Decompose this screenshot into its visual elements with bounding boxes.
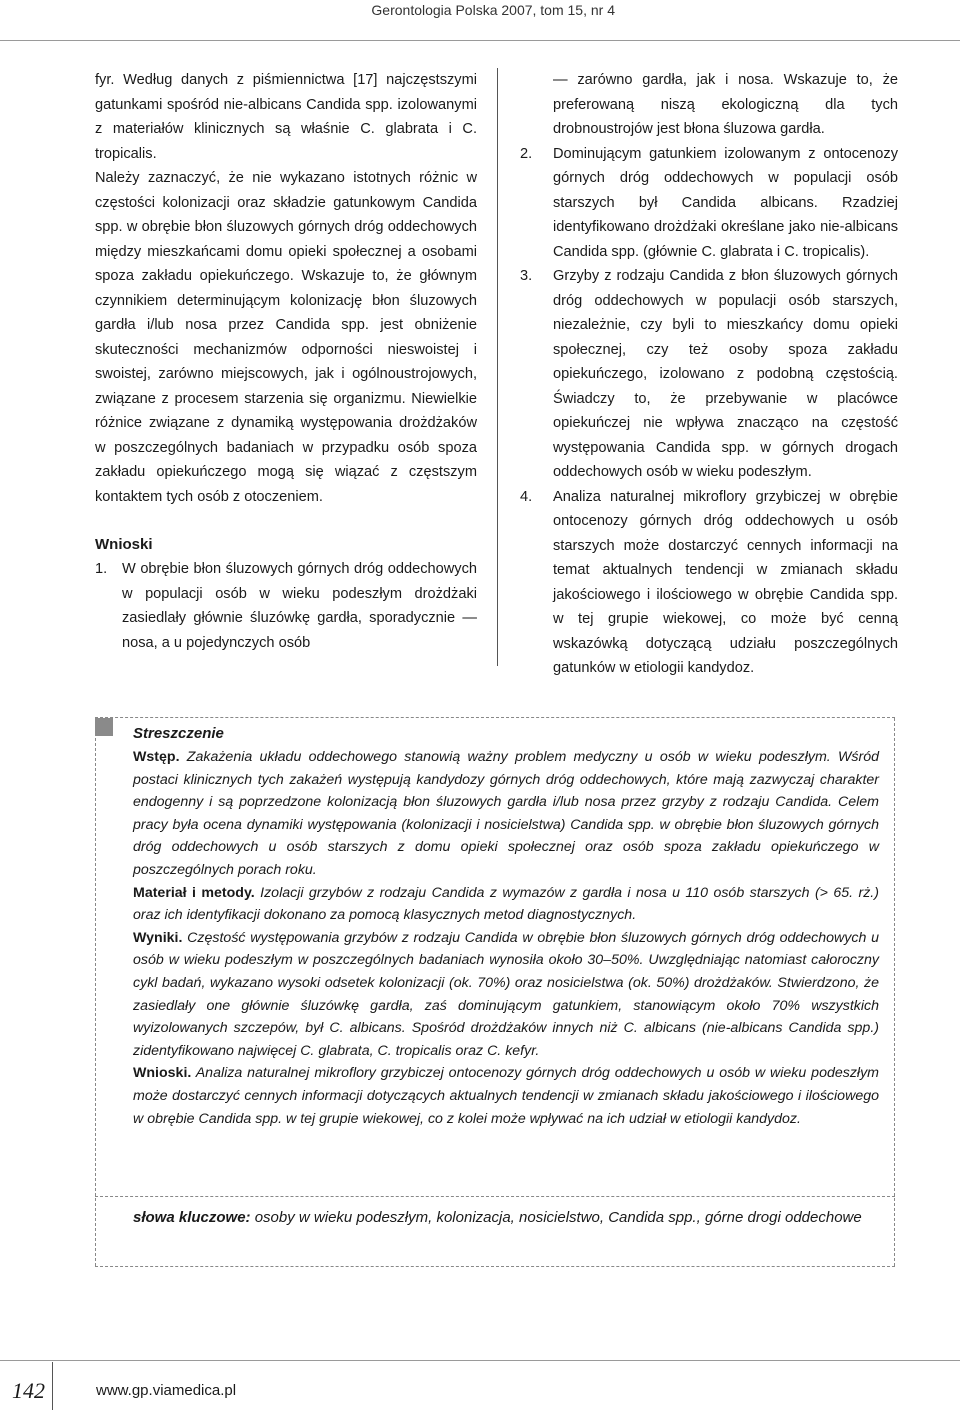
abstract-text: Izolacji grzybów z rodzaju Candida z wymazów z gardła i nosa u 110 osób starszych (> 65. rż.) oraz ich identyfikacji dokonano za pomocą klasycznych metod diagnostycznych. (133, 884, 879, 924)
conclusion-item (95, 557, 477, 655)
abstract-results (133, 927, 879, 1063)
keywords (133, 1206, 879, 1230)
left-column (95, 68, 477, 655)
conclusion-item (520, 264, 898, 485)
abstract-title: Streszczenie (133, 725, 224, 742)
conclusion-number: 4. (520, 488, 533, 505)
conclusion-number: 3. (520, 268, 533, 284)
abstract-label: Wstęp. (133, 749, 180, 765)
abstract-intro (133, 746, 879, 882)
conclusions-list (520, 142, 898, 681)
right-column (520, 68, 898, 681)
keywords-label: słowa kluczowe: (133, 1209, 251, 1226)
abstract-divider (95, 1196, 895, 1197)
page-number: 142 (12, 1378, 45, 1403)
website-link[interactable]: www.gp.viamedica.pl (96, 1382, 237, 1399)
abstract-content (133, 722, 879, 1130)
abstract-box (95, 717, 895, 1267)
abstract-text: Zakażenia układu oddechowego stanowią ważny problem medyczny u osób w wieku podeszłym. Wśród postaci klinicznych tych zakażeń występują kandydozy górnych dróg oddechowych, które mają zazwyczaj charakter endogenny i są poprzedzone kolonizacją błon śluzowych gardła i/lub nosa przez grzyby z rodzaju Candida. Celem pracy była ocena dynamiki występowania (kolonizacji i nosicielstwa) Candida spp. w obrębie błon śluzowych górnych dróg oddechowych u osób starszych z domu opieki społecznej oraz osób spoza zakładu opiekuńczego w poszczególnych porach roku. (133, 749, 879, 878)
keywords-value: osoby w wieku podeszłym, kolonizacja, nosicielstwo, Candida spp., górne drogi oddechowe (254, 1209, 862, 1226)
abstract-text: Częstość występowania grzybów z rodzaju Candida w obrębie błon śluzowych górnych dróg oddechowych u osób w wieku podeszłym w poszczególnych badaniach wynosiła około 30–50%. Uwzględniając natomiast całoroczny cykl badań, wykazano wysoki odsetek kolonizacji (ok. 70%) oraz nosicielstwa (ok. 50%) drożdżaków. Stwierdzono, że zasiedlały one głównie śluzówkę gardła, zaś dominującym gatunkiem, stanowiącym około 70% wszystkich wyizolowanych szczepów, był C. albicans. Spośród drożdżaków innych niż C. albicans (nie-albicans Candida spp.) zidentyfikowano najwięcej C. glabrata, C. tropicalis oraz C. kefyr. (133, 929, 879, 1059)
conclusion-text: Analiza naturalnej mikroflory grzybiczej w obrębie ontocenozy górnych dróg oddechowych u osób starszych może dostarczyć cennych informacji na temat aktualnych tendencji w zmianach składu jakościowego i ilościowego w obrębie Candida spp. w tej grupie wiekowej, co może być cenną wskazówką dotyczącą udziału poszczególnych gatunków w etiologii kandydoz. (553, 488, 898, 676)
conclusion-continuation: — zarówno gardła, jak i nosa. Wskazuje to, że preferowaną niszą ekologiczną dla tych drobnoustrojów jest błona śluzowa gardła. (553, 72, 898, 137)
section-heading-conclusions: Wnioski (95, 536, 153, 553)
footer-separator (52, 1362, 53, 1410)
abstract-text: Analiza naturalnej mikroflory grzybiczej ontocenozy górnych dróg oddechowych u osób w wieku podeszłym może dostarczyć cennych informacji dotyczących aktualnych tendencji w zmianach składu jakościowego i ilościowego w obrębie Candida spp. w tej grupie wiekowej, co z kolei może wpływać na ich udział w etiologii kandydoz. (133, 1065, 879, 1127)
conclusion-item (520, 485, 898, 681)
abstract-label: Wyniki. (133, 929, 183, 946)
column-divider (497, 68, 498, 666)
abstract-methods (133, 882, 879, 927)
conclusion-text: Grzyby z rodzaju Candida z błon śluzowych górnych dróg oddechowych w populacji osób starszych, niezależnie, czy byli to mieszkańcy domu opieki społecznej, czy też osoby spoza zakładu opiekuńczego, izolowano z podobną częstością. Świadczy to, że przebywanie w placówce opiekuńczej nie wpływa znacząco na częstość występowania Candida spp. w górnych drogach oddechowych osób w wieku podeszłym. (553, 268, 898, 480)
abstract-conclusions (133, 1062, 879, 1130)
conclusion-number: 2. (520, 145, 533, 162)
footer-rule (0, 1360, 960, 1361)
conclusion-item (520, 142, 898, 265)
conclusion-text: Dominującym gatunkiem izolowanym z ontocenozy górnych dróg oddechowych w populacji osób starszych był Candida albicans. Rzadziej identyfikowano drożdżaki określane jako nie-albicans Candida spp. (głównie C. glabrata i C. tropicalis). (553, 145, 898, 260)
running-title: Gerontologia Polska 2007, tom 15, nr 4 (371, 2, 615, 18)
conclusion-number: 1. (95, 561, 108, 577)
conclusion-text: W obrębie błon śluzowych górnych dróg oddechowych w populacji osób w wieku podeszłym drożdżaki zasiedlały głównie śluzówkę gardła, sporadycznie — nosa, a u pojedynczych osób (122, 561, 477, 651)
abstract-label: Materiał i metody. (133, 884, 255, 901)
running-header (0, 0, 960, 41)
abstract-square-icon (95, 718, 113, 736)
abstract-label: Wnioski. (133, 1065, 192, 1082)
body-paragraph: fyr. Według danych z piśmiennictwa [17] najczęstszymi gatunkami spośród nie-albicans Candida spp. izolowanymi z materiałów klinicznych są właśnie C. glabrata i C. tropicalis. (95, 72, 477, 162)
conclusions-list (95, 557, 477, 655)
body-paragraph: Należy zaznaczyć, że nie wykazano istotnych różnic w częstości kolonizacji oraz składzie gatunkowym Candida spp. w obrębie błon śluzowych górnych dróg oddechowych między mieszkańcami domu opieki społecznej a osobami spoza zakładu opiekuńczego. Wskazuje to, że głównym czynnikiem determinującym kolonizację błon śluzowych gardła i/lub nosa przez Candida spp. jest obniżenie skuteczności mechanizmów odporności nieswoistej i swoistej, zarówno miejscowych, jak i ogólnoustrojowych, związane z procesem starzenia się organizmu. Niewielkie różnice związane z dynamiką występowania drożdżaków w poszczególnych badaniach w przypadku osób spoza zakładu opiekuńczego mogą się wiązać z częstszym kontaktem tych osób z otoczeniem. (95, 170, 477, 505)
